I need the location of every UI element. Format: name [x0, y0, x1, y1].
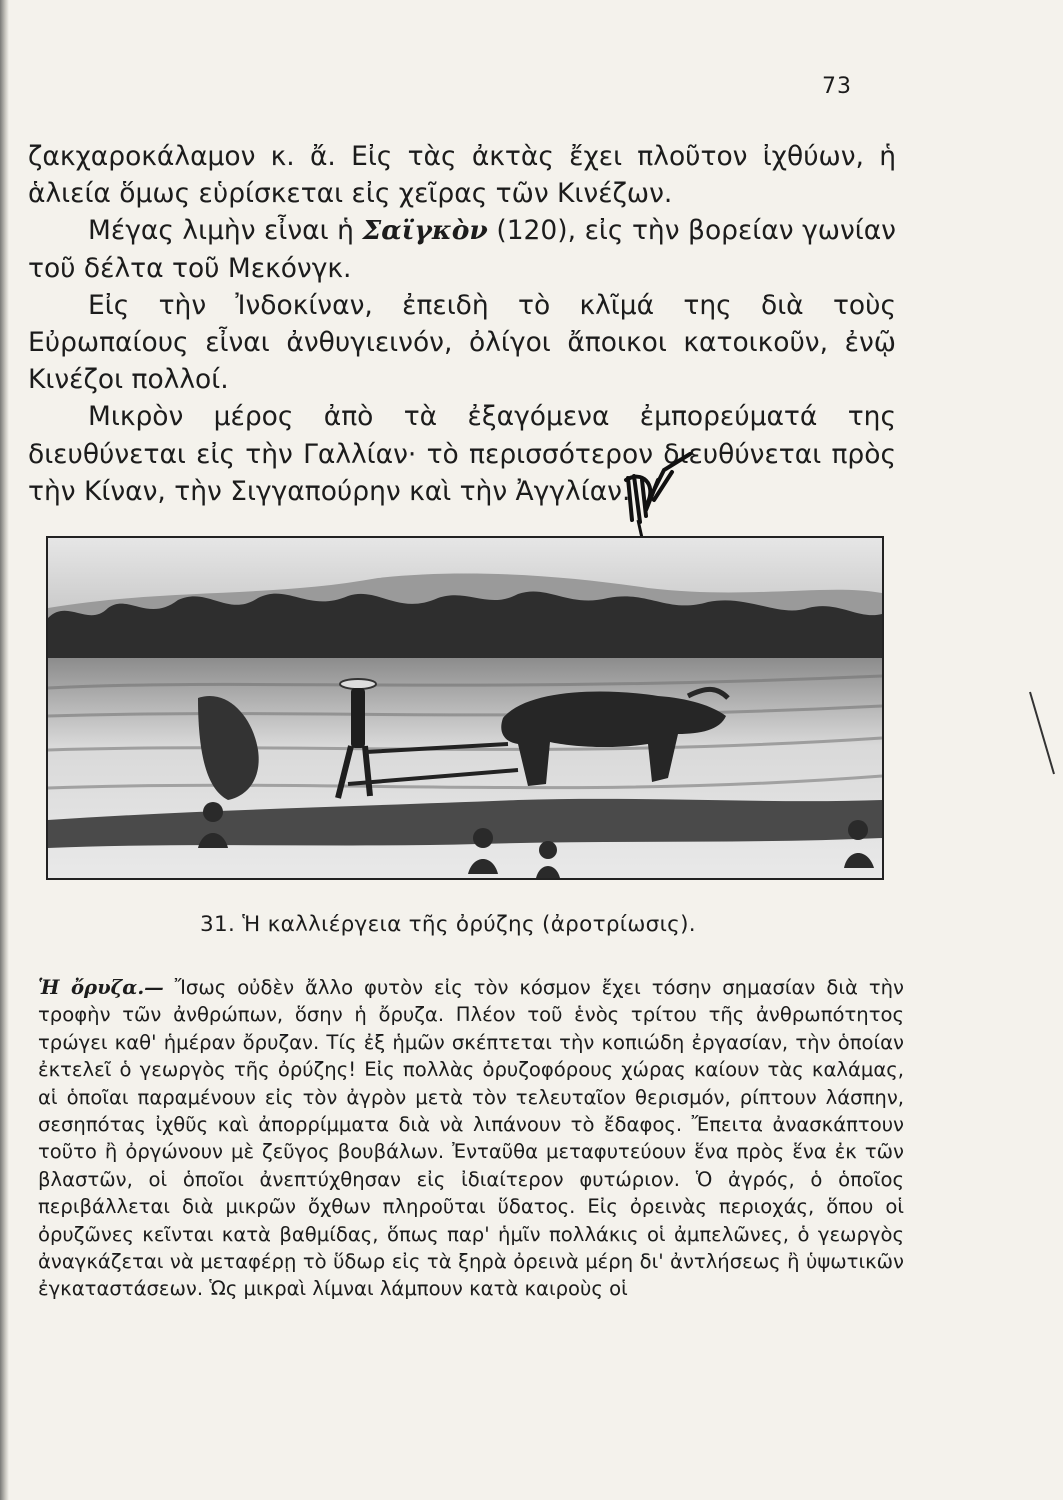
handwritten-pen-mark — [612, 450, 702, 540]
photo-illustration — [48, 538, 882, 878]
rice-paragraph — [38, 974, 904, 1303]
margin-scratch-mark — [1028, 690, 1058, 780]
place-name-saigon: Σαϊγκὸν — [362, 215, 488, 247]
paragraph-4: Μικρὸν μέρος ἀπὸ τὰ ἐξαγόμενα ἐμπορεύματά της διευθύνεται εἰς τὴν Γαλλίαν· τὸ περισσότερον διευθύνεται πρὸς τὴν Κίναν, τὴν Σιγγαπούρην καὶ τὴν Ἀγγλίαν. — [28, 401, 896, 507]
paragraph-3: Εἰς τὴν Ἰνδοκίναν, ἐπειδὴ τὸ κλῖμά της διὰ τοὺς Εὐρωπαίους εἶναι ἀνθυγιεινόν, ὀλίγοι ἄποικοι κατοικοῦν, ἐνῷ Κινέζοι πολλοί. — [28, 289, 896, 396]
page-number: 73 — [822, 74, 852, 99]
rice-section — [38, 974, 904, 1303]
paragraph-2-start: Μέγας λιμὴν εἶναι ἡ — [88, 215, 363, 247]
rice-section-body: Ἴσως οὐδὲν ἄλλο φυτὸν εἰς τὸν κόσμον ἔχει τόσην σημασίαν διὰ τὴν τροφὴν τῶν ἀνθρώπων, ὅσην ἡ ὄρυζα. Πλέον τοῦ ἑνὸς τρίτου τῆς ἀνθρωπότητος τρώγει καθ' ἡμέραν ὄρυζαν. Τίς ἐξ ἡμῶν σκέπτεται τὴν κοπιώδη ἐργασίαν, τὴν ὁποίαν ἐκτελεῖ ὁ γεωργὸς τῆς ὀρύζης! Εἰς πολλὰς ὀρυζοφόρους χώρας καίουν τὰς καλάμας, αἱ ὁποῖαι παραμένουν εἰς τὸν ἀγρὸν μετὰ τὸν τελευταῖον θερισμόν, ρίπτουν λάσπην, σεσηπότας ἰχθῦς καὶ ἀπορρίμματα διὰ νὰ λιπάνουν τὸ ἔδαφος. Ἔπειτα ἀνασκάπτουν τοῦτο ἢ ὀργώνουν μὲ ζεῦγος βουβάλων. Ἐνταῦθα μεταφυτεύουν ἕνα πρὸς ἕνα ἐκ τῶν βλαστῶν, οἱ ὁποῖοι ἀνεπτύχθησαν εἰς ἰδιαίτερον φυτώριον. Ὁ ἀγρός, ὁ ὁποῖος περιβάλλεται διὰ μικρῶν ὄχθων πληροῦται ὕδατος. Εἰς ὀρεινὰς περιοχάς, ὅπου οἱ ὀρυζῶνες κεῖνται κατὰ βαθμίδας, ὅπως παρ' ἡμῖν πολλάκις οἱ ἀμπελῶνες, ὁ γεωργὸς ἀναγκάζεται νὰ μεταφέρῃ τὸ ὕδωρ εἰς τὰ ξηρὰ ὀρεινὰ μέρη δι' ἀντλήσεως ἢ ὑψωτικῶν ἐγκαταστάσεων. Ὡς μικραὶ λίμναι λάμπουν κατὰ καιροὺς οἱ — [38, 976, 904, 1301]
ploughing-photograph — [46, 536, 884, 880]
paragraph-2 — [28, 212, 896, 286]
figure-caption: 31. Ἡ καλλιέργεια τῆς ὀρύζης (ἀροτρίωσις). — [200, 912, 696, 937]
top-text-block — [28, 138, 896, 510]
paragraph-1: ζακχαροκάλαμον κ. ἄ. Εἰς τὰς ἀκτὰς ἔχει πλοῦτον ἰχθύων, ἡ ἁλιεία ὅμως εὑρίσκεται εἰς χεῖρας τῶν Κινέζων. — [28, 141, 896, 210]
page-binding-shadow — [0, 0, 9, 1500]
rice-section-heading: Ἡ ὄρυζα.— — [38, 976, 164, 999]
paragraph-2-end: (120), εἰς τὴν βορείαν γωνίαν τοῦ δέλτα τοῦ Μεκόνγκ. — [28, 215, 896, 284]
